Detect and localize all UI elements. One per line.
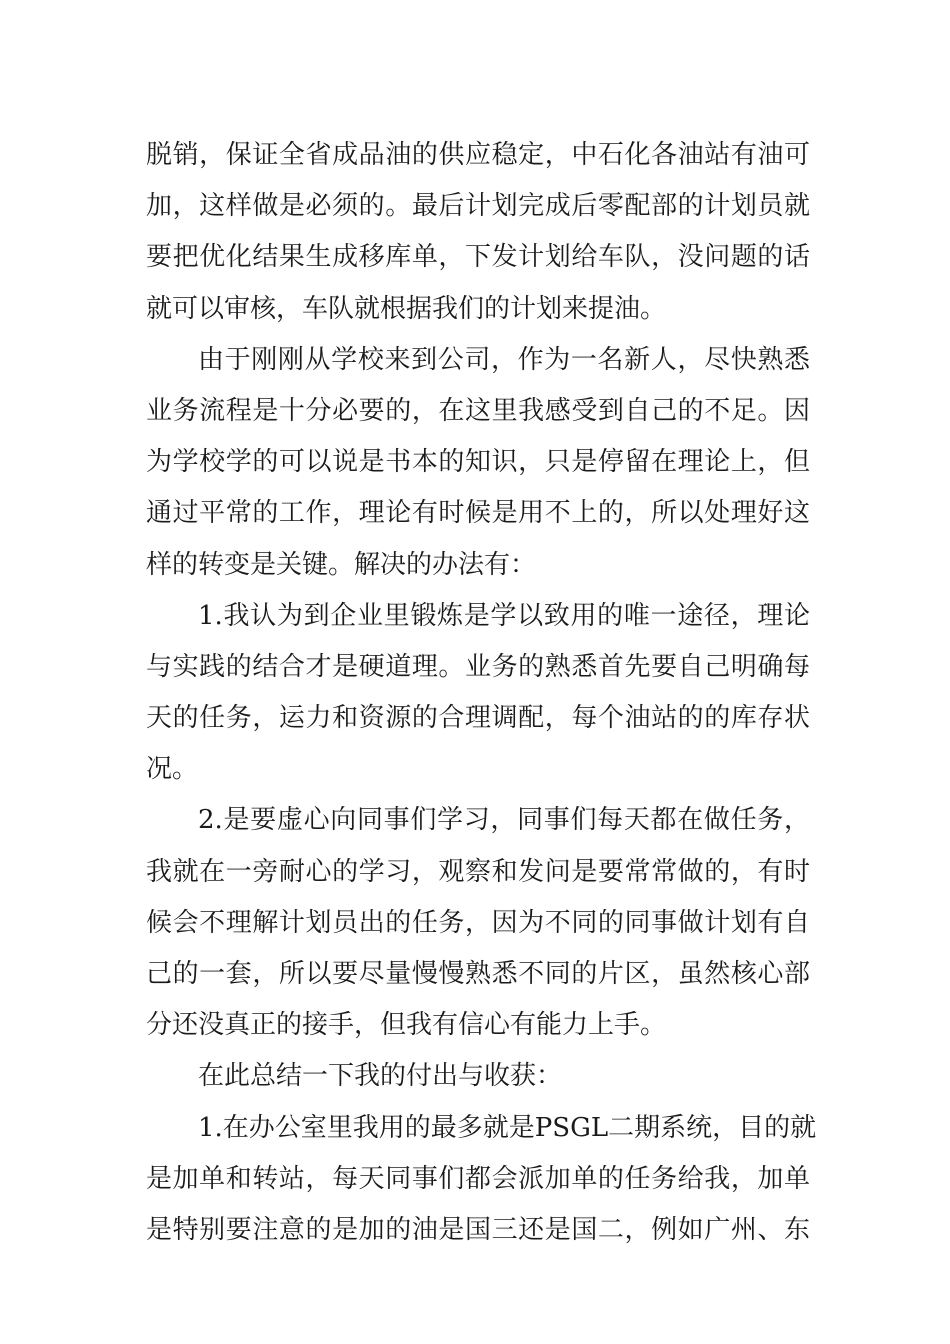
text-line: 与实践的结合才是硬道理。业务的熟悉首先要自己明确每 bbox=[146, 651, 810, 682]
text-line: 加，这样做是必须的。最后计划完成后零配部的计划员就 bbox=[146, 191, 810, 222]
text-line: 候会不理解计划员出的任务，因为不同的同事做计划有自 bbox=[146, 907, 810, 938]
text-line: 分还没真正的接手，但我有信心有能力上手。 bbox=[146, 1010, 667, 1041]
text-line: 要把优化结果生成移库单，下发计划给车队，没问题的话 bbox=[146, 242, 810, 273]
text-line: 由于刚刚从学校来到公司，作为一名新人，尽快熟悉 bbox=[198, 344, 810, 375]
text-line: 业务流程是十分必要的，在这里我感受到自己的不足。因 bbox=[146, 395, 810, 426]
text-line: 为学校学的可以说是书本的知识，只是停留在理论上，但 bbox=[146, 447, 810, 478]
document-body bbox=[146, 130, 817, 1256]
text-line: 样的转变是关键。解决的办法有： bbox=[146, 549, 537, 580]
text-line: 是特别要注意的是加的油是国三还是国二，例如广州、东 bbox=[146, 1214, 810, 1245]
text-line: 1.我认为到企业里锻炼是学以致用的唯一途径，理论 bbox=[198, 600, 810, 631]
text-line: 天的任务，运力和资源的合理调配，每个油站的的库存状 bbox=[146, 703, 810, 734]
text-line: 脱销，保证全省成品油的供应稳定，中石化各油站有油可 bbox=[146, 140, 810, 170]
text-line: 在此总结一下我的付出与收获： bbox=[198, 1061, 563, 1092]
text-line: 我就在一旁耐心的学习，观察和发问是要常常做的，有时 bbox=[146, 856, 810, 887]
text-line: 就可以审核，车队就根据我们的计划来提油。 bbox=[146, 293, 667, 324]
text-line: 1.在办公室里我用的最多就是PSGL二期系统，目的就 bbox=[198, 1112, 817, 1143]
text-line: 通过平常的工作，理论有时候是用不上的，所以处理好这 bbox=[146, 498, 810, 529]
text-line: 2.是要虚心向同事们学习，同事们每天都在做任务， bbox=[198, 805, 810, 836]
text-line: 己的一套，所以要尽量慢慢熟悉不同的片区，虽然核心部 bbox=[146, 959, 810, 989]
text-line: 是加单和转站，每天同事们都会派加单的任务给我，加单 bbox=[146, 1163, 810, 1194]
text-line: 况。 bbox=[146, 754, 199, 785]
